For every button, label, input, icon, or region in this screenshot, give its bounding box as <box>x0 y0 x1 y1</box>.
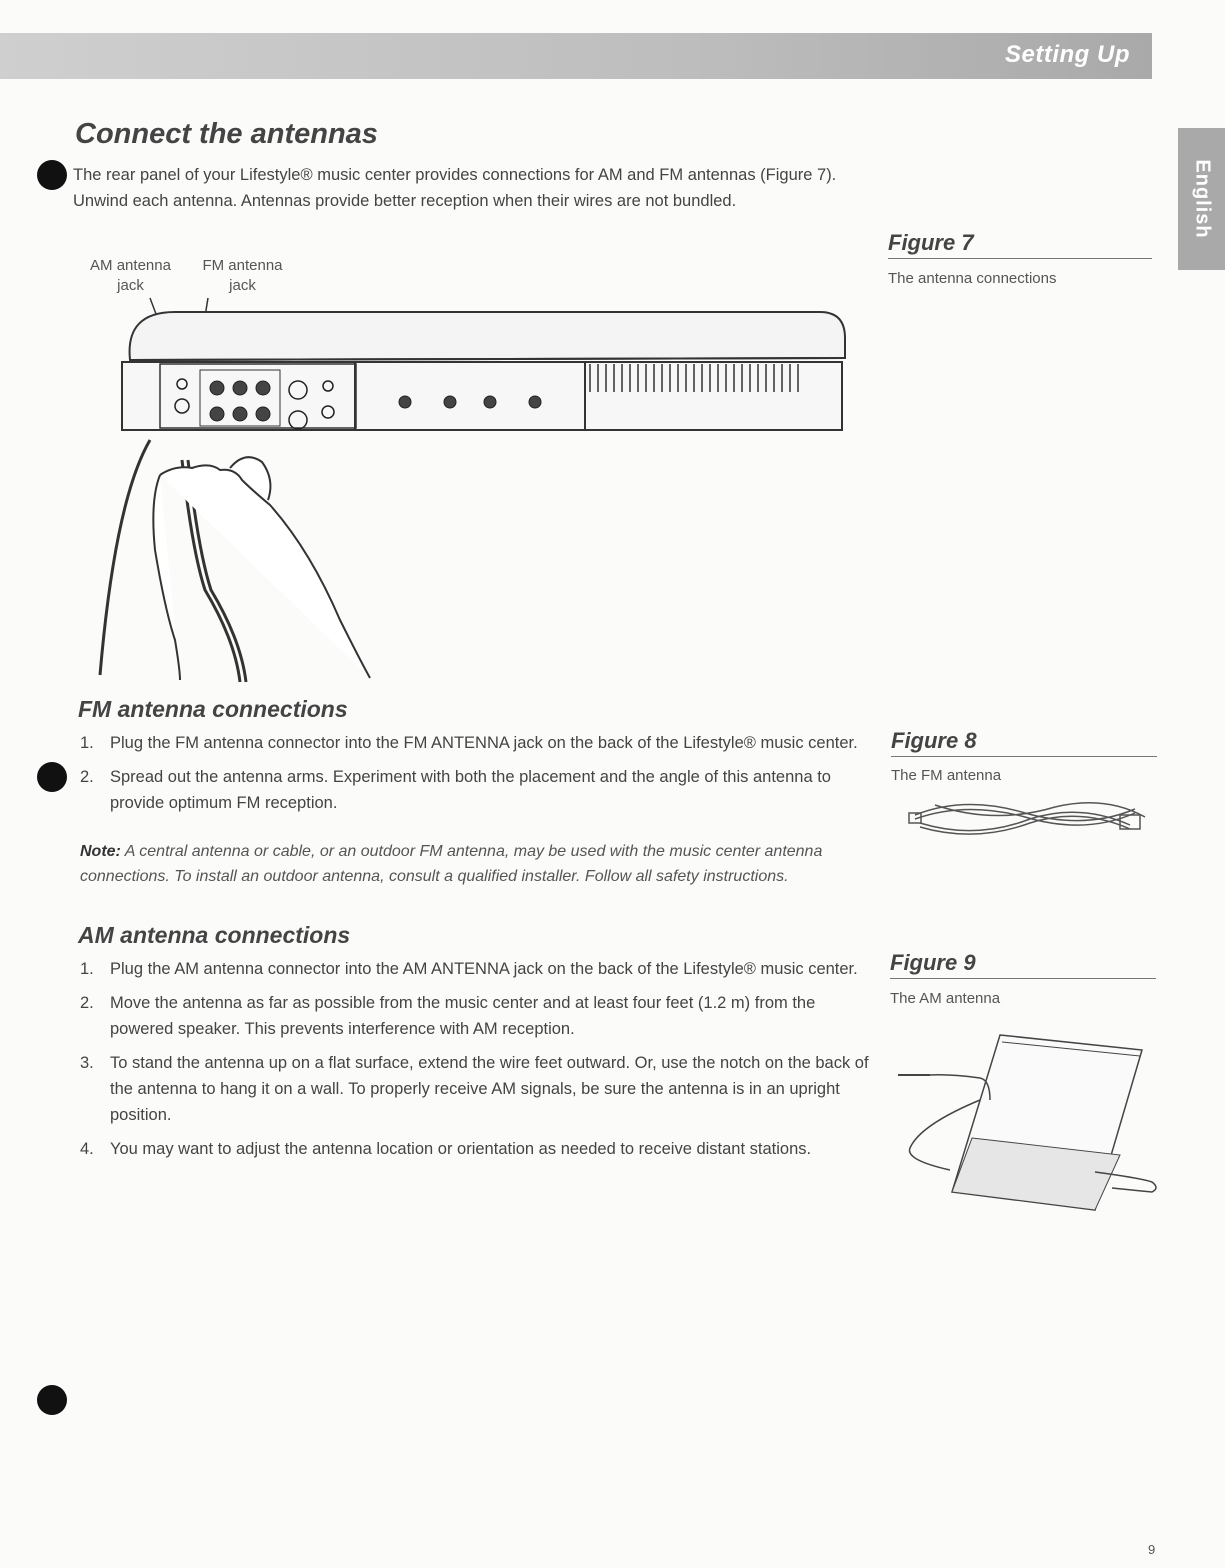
step-number: 3. <box>80 1054 94 1072</box>
figure8-title: Figure 8 <box>891 728 1157 757</box>
header-title: Setting Up <box>1005 41 1130 68</box>
fm-section-title: FM antenna connections <box>78 696 348 722</box>
am-jack-callout: AM antenna jack <box>90 257 171 294</box>
list-item <box>80 730 870 756</box>
am-section-title: AM antenna connections <box>78 922 351 948</box>
punch-hole-bottom <box>37 1385 67 1415</box>
figure7-caption: The antenna connections <box>888 270 1057 287</box>
page-number: 9 <box>1148 1542 1156 1557</box>
step-text: To stand the antenna up on a flat surface, extend the wire feet outward. Or, use the notch on the back of the antenna to hang it on a wall. To properly receive AM signals, be sure the antenna is in an upright position. <box>110 1054 869 1124</box>
fm-steps-list <box>80 730 870 824</box>
list-item <box>80 764 870 816</box>
page-title: Connect the antennas <box>75 118 378 150</box>
step-number: 2. <box>80 994 94 1012</box>
am-steps-list <box>80 956 870 1170</box>
header-banner <box>0 33 1152 79</box>
figure8-caption: The FM antenna <box>891 767 1002 784</box>
step-number: 1. <box>80 960 94 978</box>
note-label: Note: <box>80 843 121 860</box>
note-paragraph <box>80 839 870 889</box>
fm-antenna-illustration <box>905 795 1155 845</box>
fm-jack-callout: FM antenna jack <box>202 257 283 294</box>
figure9-title: Figure 9 <box>890 950 1156 979</box>
list-item <box>80 1050 870 1128</box>
language-tab-label: English <box>1191 159 1213 239</box>
punch-hole-top <box>37 160 67 190</box>
step-text: Plug the FM antenna connector into the FM ANTENNA jack on the back of the Lifestyle® music center. <box>110 734 858 752</box>
rear-panel-illustration <box>80 290 860 690</box>
step-text: Plug the AM antenna connector into the AM ANTENNA jack on the back of the Lifestyle® music center. <box>110 960 858 978</box>
step-text: Spread out the antenna arms. Experiment with both the placement and the angle of this antenna to provide optimum FM reception. <box>110 768 831 812</box>
list-item <box>80 1136 870 1162</box>
list-item <box>80 956 870 982</box>
note-text: A central antenna or cable, or an outdoor FM antenna, may be used with the music center antenna connections. To install an outdoor antenna, consult a qualified installer. Follow all safety instructions. <box>80 843 823 885</box>
step-number: 1. <box>80 734 94 752</box>
figure9-caption: The AM antenna <box>890 990 1001 1007</box>
am-antenna-illustration <box>890 1030 1160 1215</box>
figure7-title: Figure 7 <box>888 230 1152 259</box>
step-number: 4. <box>80 1140 94 1158</box>
punch-hole-middle <box>37 762 67 792</box>
language-tab <box>1178 128 1225 270</box>
intro-paragraph: The rear panel of your Lifestyle® music center provides connections for AM and FM antennas (Figure 7). Unwind each antenna. Antennas provide better reception when their wires are not bundled. <box>73 166 837 210</box>
list-item <box>80 990 870 1042</box>
step-number: 2. <box>80 768 94 786</box>
step-text: You may want to adjust the antenna location or orientation as needed to receive distant stations. <box>110 1140 812 1158</box>
step-text: Move the antenna as far as possible from the music center and at least four feet (1.2 m) from the powered speaker. This prevents interference with AM reception. <box>110 994 816 1038</box>
